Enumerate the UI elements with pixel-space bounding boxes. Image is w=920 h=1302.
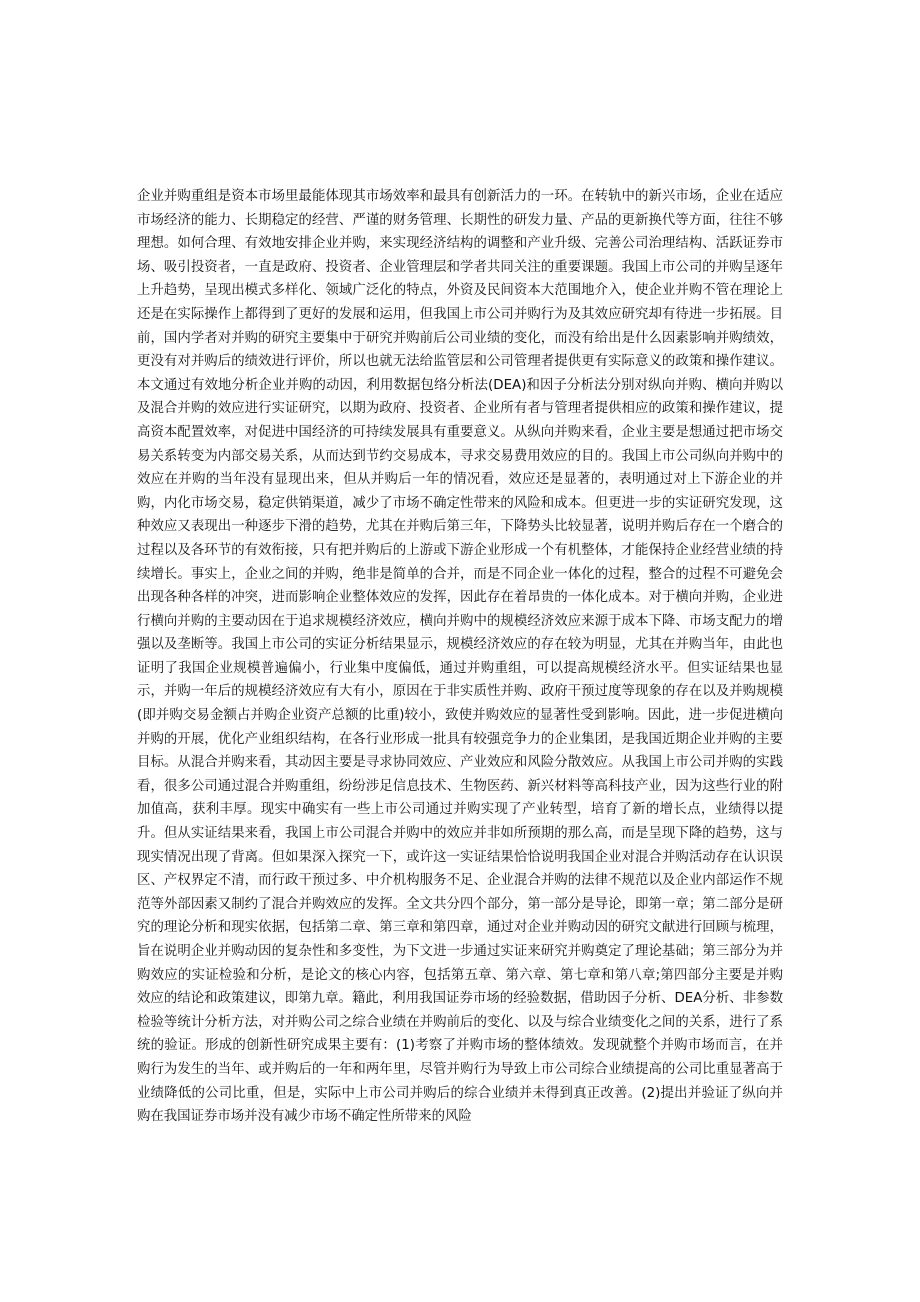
document-body	[137, 185, 783, 1245]
body-paragraph: 企业并购重组是资本市场里最能体现其市场效率和最具有创新活力的一环。在转轨中的新兴市场，企业在适应市场经济的能力、长期稳定的经营、严谨的财务管理、长期性的研发力量、产品的更新换代等方面，往往不够理想。如何合理、有效地安排企业并购，来实现经济结构的调整和产业升级、完善公司治理结构、活跃证券市场、吸引投资者，一直是政府、投资者、企业管理层和学者共同关注的重要课题。我国上市公司的并购呈逐年上升趋势，呈现出模式多样化、领域广泛化的特点，外资及民间资本大范围地介入，使企业并购不管在理论上还是在实际操作上都得到了更好的发展和运用，但我国上市公司并购行为及其效应研究却有待进一步拓展。目前，国内学者对并购的研究主要集中于研究并购前后公司业绩的变化，而没有给出是什么因素影响并购绩效，更没有对并购后的绩效进行评价，所以也就无法给监管层和公司管理者提供更有实际意义的政策和操作建议。本文通过有效地分析企业并购的动因，利用数据包络分析法(DEA)和因子分析法分别对纵向并购、横向并购以及混合并购的效应进行实证研究，以期为政府、投资者、企业所有者与管理者提供相应的政策和操作建议，提高资本配置效率，对促进中国经济的可持续发展具有重要意义。从纵向并购来看，企业主要是想通过把市场交易关系转变为内部交易关系，从而达到节约交易成本，寻求交易费用效应的目的。我国上市公司纵向并购中的效应在并购的当年没有显现出来，但从并购后一年的情况看，效应还是显著的，表明通过对上下游企业的并购，内化市场交易，稳定供销渠道，减少了市场不确定性带来的风险和成本。但更进一步的实证研究发现，这种效应又表现出一种逐步下滑的趋势，尤其在并购后第三年，下降势头比较显著，说明并购后存在一个磨合的过程以及各环节的有效衔接，只有把并购后的上游或下游企业形成一个有机整体，才能保持企业经营业绩的持续增长。事实上，企业之间的并购，绝非是简单的合并，而是不同企业一体化的过程，整合的过程不可避免会出现各种各样的冲突，进而影响企业整体效应的发挥，因此存在着昂贵的一体化成本。对于横向并购，企业进行横向并购的主要动因在于追求规模经济效应，横向并购中的规模经济效应来源于成本下降、市场支配力的增强以及垄断等。我国上市公司的实证分析结果显示，规模经济效应的存在较为明显，尤其在并购当年，由此也证明了我国企业规模普遍偏小，行业集中度偏低，通过并购重组，可以提高规模经济水平。但实证结果也显示，并购一年后的规模经济效应有大有小，原因在于非实质性并购、政府干预过度等现象的存在以及并购规模(即并购交易金额占并购企业资产总额的比重)较小，致使并购效应的显著性受到影响。因此，进一步促进横向并购的开展，优化产业组织结构，在各行业形成一批具有较强竞争力的企业集团，是我国近期企业并购的主要目标。从混合并购来看，其动因主要是寻求协同效应、产业效应和风险分散效应。从我国上市公司并购的实践看，很多公司通过混合并购重组，纷纷涉足信息技术、生物医药、新兴材料等高科技产业，因为这些行业的附加值高，获利丰厚。现实中确实有一些上市公司通过并购实现了产业转型，培育了新的增长点，业绩得以提升。但从实证结果来看，我国上市公司混合并购中的效应并非如所预期的那么高，而是呈现下降的趋势，这与现实情况出现了背离。但如果深入探究一下，或许这一实证结果恰恰说明我国企业对混合并购活动存在认识误区、产权界定不清，而行政干预过多、中介机构服务不足、企业混合并购的法律不规范以及企业内部运作不规范等外部因素又制约了混合并购效应的发挥。全文共分四个部分，第一部分是导论，即第一章；第二部分是研究的理论分析和现实依据，包括第二章、第三章和第四章，通过对企业并购动因的研究文献进行回顾与梳理，旨在说明企业并购动因的复杂性和多变性，为下文进一步通过实证来研究并购奠定了理论基础；第三部分为并购效应的实证检验和分析，是论文的核心内容，包括第五章、第六章、第七章和第八章;第四部分主要是并购效应的结论和政策建议，即第九章。籍此，利用我国证券市场的经验数据，借助因子分析、DEA分析、非参数检验等统计分析方法，对并购公司之综合业绩在并购前后的变化、以及与综合业绩变化之间的关系，进行了系统的验证。形成的创新性研究成果主要有：(1)考察了并购市场的整体绩效。发现就整个并购市场而言，在并购行为发生的当年、或并购后的一年和两年里，尽管并购行为导致上市公司综合业绩提高的公司比重显著高于业绩降低的公司比重，但是，实际中上市公司并购后的综合业绩并未得到真正改善。(2)提出并验证了纵向并购在我国证券市场并没有减少市场不确定性所带来的风险	[137, 189, 783, 1125]
